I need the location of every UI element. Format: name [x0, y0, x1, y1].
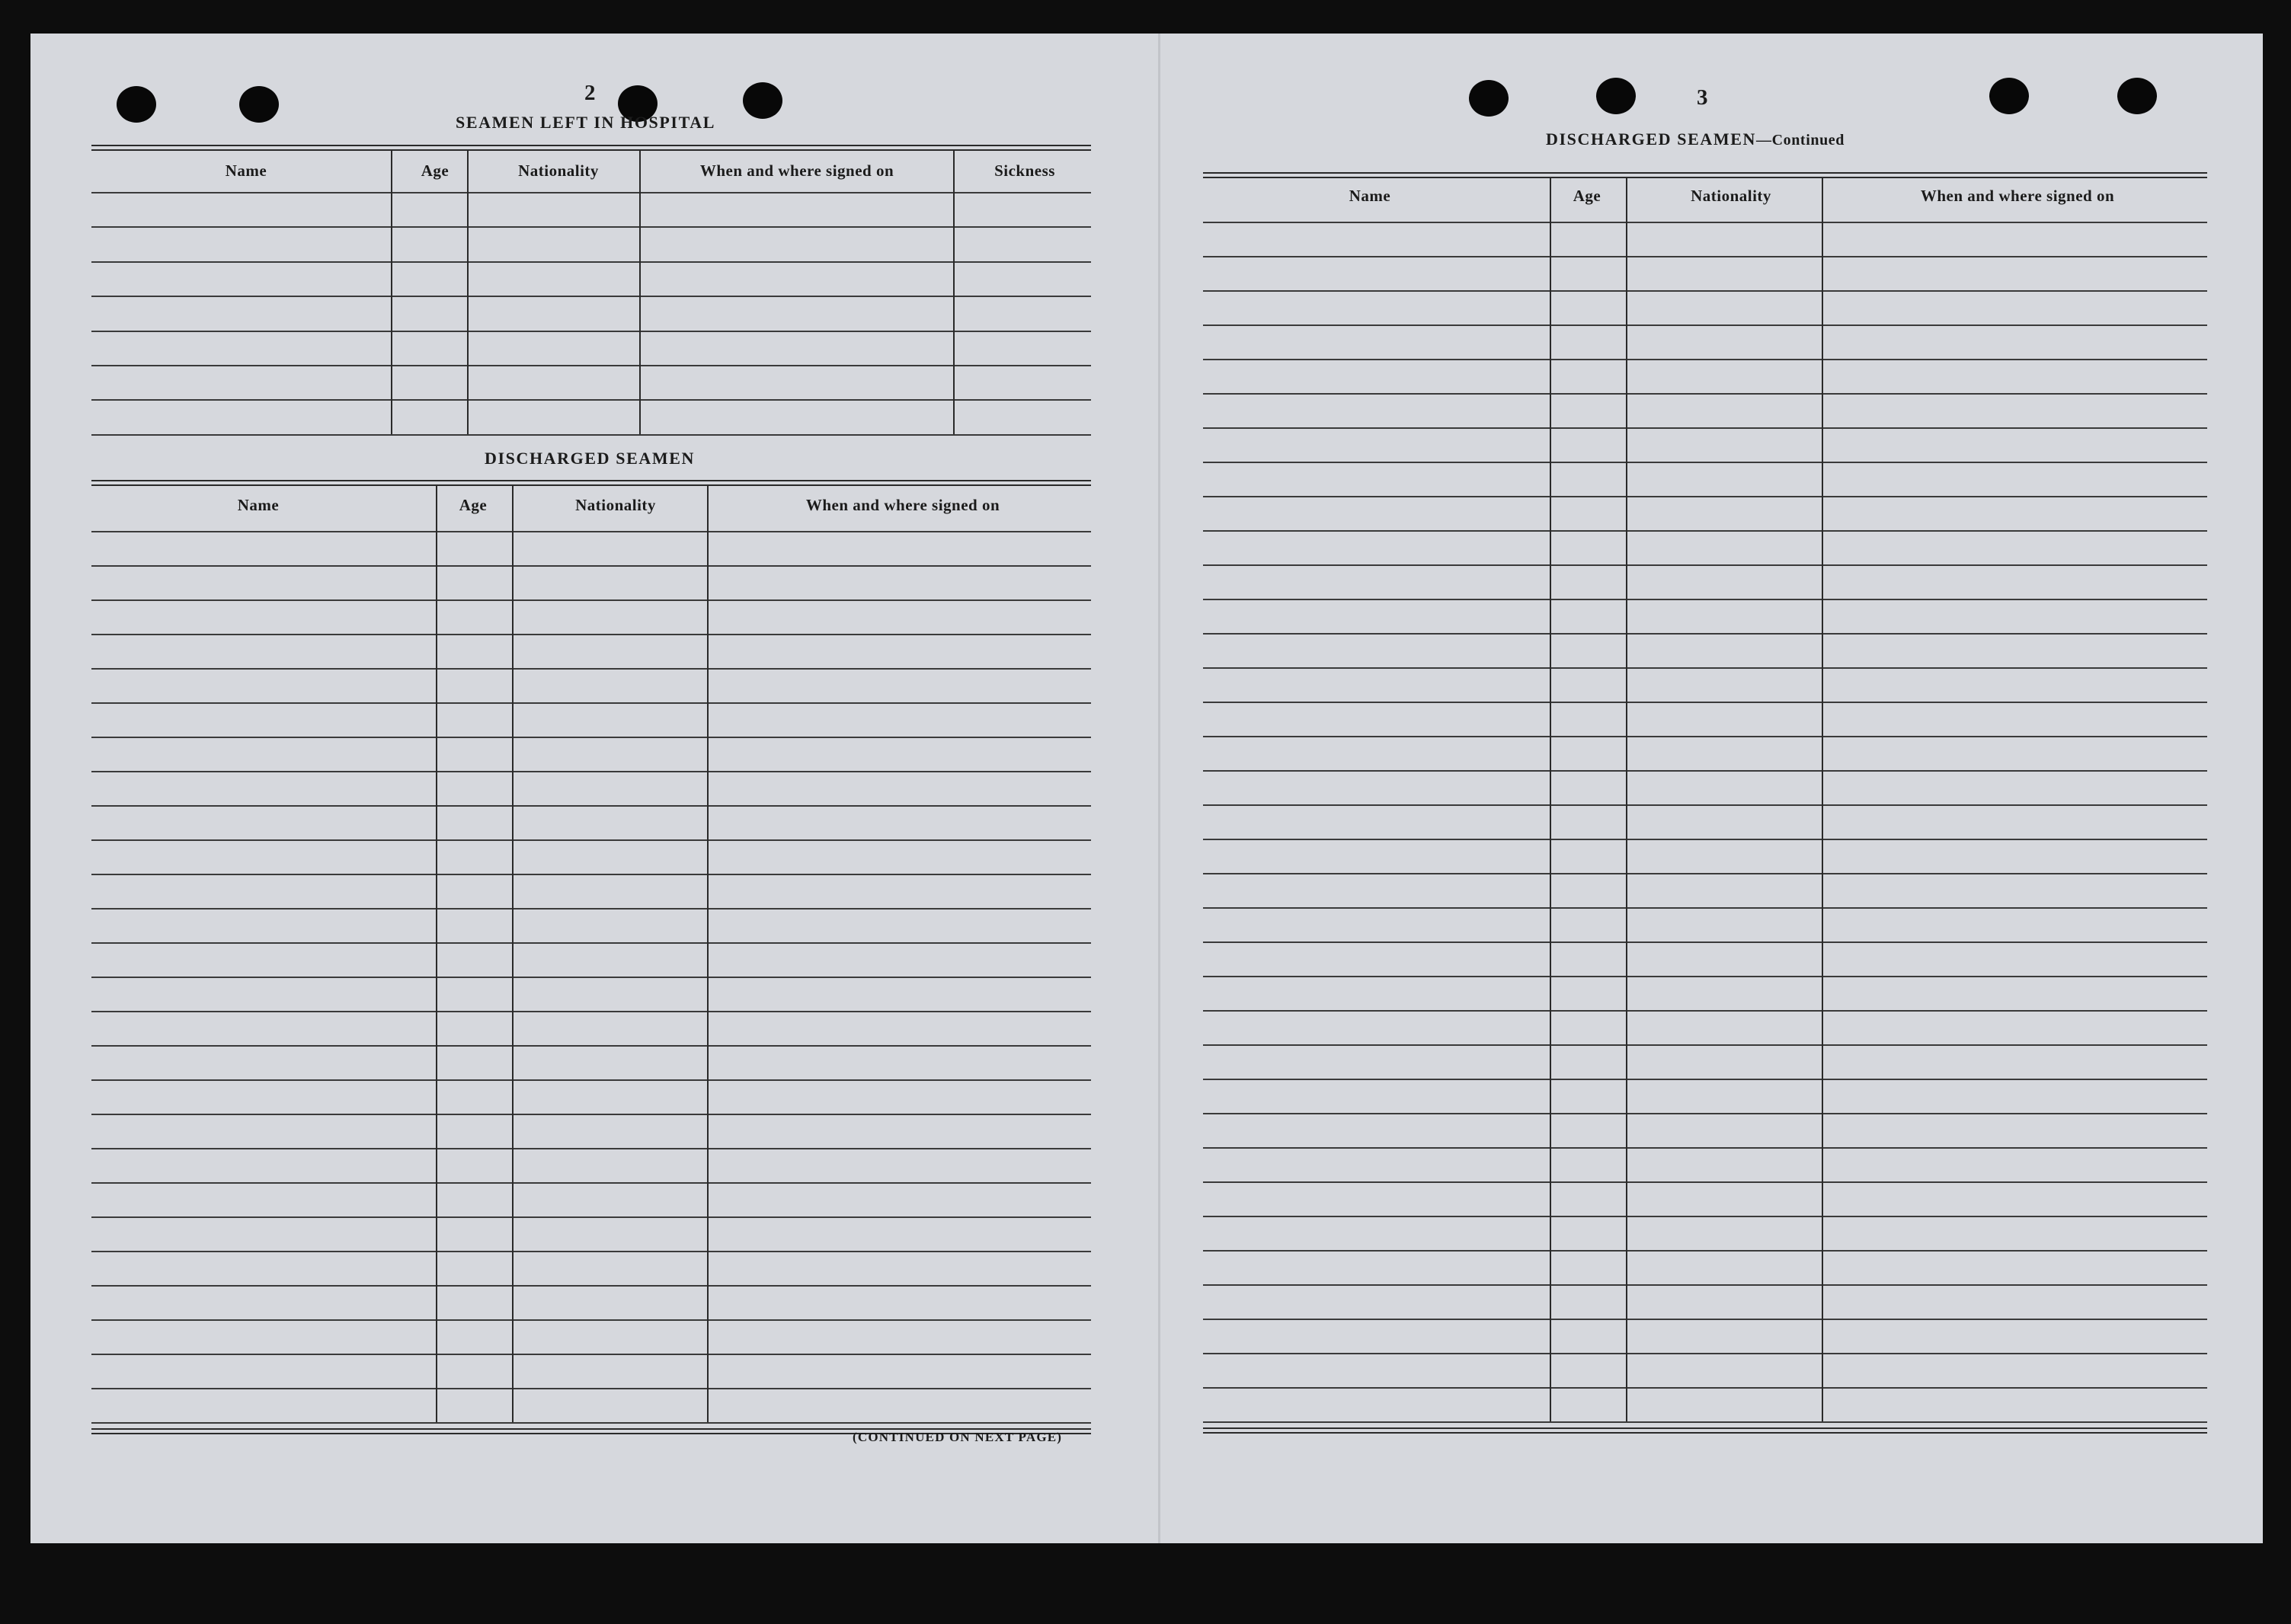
- row-line: [1203, 702, 2207, 703]
- row-line: [91, 737, 1091, 738]
- header-rule: [91, 531, 1091, 532]
- row-line: [91, 1216, 1091, 1218]
- column-divider: [707, 486, 709, 1422]
- row-line: [1203, 1044, 2207, 1046]
- column-header-when-and-where-signed-on: When and where signed on: [1920, 187, 2115, 205]
- table-top-rule: [1203, 172, 2207, 174]
- row-line: [91, 1148, 1091, 1149]
- row-line: [1203, 1147, 2207, 1149]
- punch-hole: [1596, 78, 1636, 114]
- row-line: [91, 1182, 1091, 1184]
- row-line: [1203, 359, 2207, 360]
- column-divider: [512, 486, 514, 1422]
- table-top-rule: [1203, 177, 2207, 178]
- row-line: [1203, 1353, 2207, 1354]
- punch-hole: [1469, 80, 1509, 117]
- row-line: [91, 1011, 1091, 1012]
- row-line: [1203, 1216, 2207, 1217]
- column-divider: [436, 486, 437, 1422]
- column-header-name: Name: [237, 496, 280, 514]
- row-line: [1203, 599, 2207, 600]
- row-line: [91, 1079, 1091, 1081]
- column-divider: [1822, 178, 1823, 1421]
- row-line: [1203, 256, 2207, 257]
- column-header-age: Age: [421, 161, 450, 180]
- row-line: [91, 599, 1091, 601]
- row-line: [1203, 907, 2207, 909]
- row-line: [91, 668, 1091, 670]
- continued-suffix: —Continued: [1755, 132, 1845, 149]
- row-line: [91, 331, 1091, 332]
- column-header-nationality: Nationality: [575, 496, 656, 514]
- row-line: [91, 1285, 1091, 1287]
- table-top-rule: [91, 149, 1091, 151]
- row-line: [1203, 667, 2207, 669]
- row-line: [91, 874, 1091, 875]
- row-line: [91, 1422, 1091, 1424]
- row-line: [91, 1319, 1091, 1321]
- row-line: [1203, 530, 2207, 532]
- row-line: [91, 977, 1091, 978]
- table-top-rule: [91, 145, 1091, 146]
- row-line: [1203, 496, 2207, 497]
- column-header-name: Name: [1349, 187, 1391, 205]
- column-divider: [1550, 178, 1551, 1421]
- row-line: [91, 634, 1091, 635]
- punch-hole: [743, 82, 782, 119]
- row-line: [1203, 1387, 2207, 1389]
- row-line: [91, 296, 1091, 297]
- row-line: [1203, 1010, 2207, 1012]
- row-line: [1203, 976, 2207, 977]
- row-line: [1203, 1284, 2207, 1286]
- row-line: [1203, 633, 2207, 635]
- row-line: [1203, 1181, 2207, 1183]
- row-line: [1203, 427, 2207, 429]
- page-fold: [1158, 34, 1160, 1543]
- row-line: [91, 839, 1091, 841]
- row-line: [91, 261, 1091, 263]
- form-sheet: [30, 34, 2263, 1543]
- row-line: [1203, 393, 2207, 395]
- column-divider: [1626, 178, 1627, 1421]
- row-line: [1203, 462, 2207, 463]
- header-rule: [91, 192, 1091, 193]
- row-line: [1203, 736, 2207, 737]
- row-line: [91, 434, 1091, 436]
- column-divider: [953, 151, 955, 434]
- table-top-rule: [91, 480, 1091, 481]
- row-line: [1203, 564, 2207, 566]
- row-line: [91, 1251, 1091, 1252]
- row-line: [1203, 873, 2207, 874]
- row-line: [91, 942, 1091, 944]
- row-line: [91, 1354, 1091, 1355]
- row-line: [1203, 324, 2207, 326]
- row-line: [1203, 1421, 2207, 1423]
- column-divider: [391, 151, 392, 434]
- hospital-section-title: SEAMEN LEFT IN HOSPITAL: [456, 113, 715, 132]
- row-line: [1203, 839, 2207, 840]
- row-line: [91, 226, 1091, 228]
- punch-hole: [117, 86, 156, 123]
- row-line: [91, 399, 1091, 401]
- row-line: [1203, 1113, 2207, 1114]
- row-line: [91, 771, 1091, 772]
- column-header-age: Age: [1573, 187, 1601, 205]
- column-header-when-and-where-signed-on: When and where signed on: [699, 161, 894, 180]
- header-rule: [1203, 222, 2207, 223]
- row-line: [1203, 1319, 2207, 1320]
- row-line: [91, 702, 1091, 704]
- punch-hole: [2117, 78, 2157, 114]
- row-line: [1203, 804, 2207, 806]
- page-number-left: 2: [584, 81, 596, 105]
- column-header-nationality: Nationality: [1691, 187, 1771, 205]
- continued-section-title: [1546, 129, 1845, 149]
- row-line: [1203, 770, 2207, 772]
- column-header-nationality: Nationality: [518, 161, 599, 180]
- page-number-right: 3: [1697, 85, 1708, 110]
- row-line: [1203, 941, 2207, 943]
- row-line: [91, 1388, 1091, 1389]
- row-line: [91, 1114, 1091, 1115]
- row-line: [91, 908, 1091, 910]
- punch-hole: [1989, 78, 2029, 114]
- row-line: [1203, 1250, 2207, 1252]
- discharged-section-title: DISCHARGED SEAMEN: [485, 449, 695, 468]
- row-line: [1203, 1079, 2207, 1080]
- punch-hole: [239, 86, 279, 123]
- continued-section-title-main: DISCHARGED SEAMEN: [1546, 129, 1756, 149]
- row-line: [91, 365, 1091, 366]
- column-divider: [467, 151, 469, 434]
- row-line: [91, 805, 1091, 807]
- row-line: [91, 565, 1091, 567]
- table-bottom-rule: [1203, 1432, 2207, 1434]
- table-bottom-rule: [1203, 1427, 2207, 1429]
- row-line: [1203, 290, 2207, 292]
- column-header-name: Name: [225, 161, 267, 180]
- row-line: [91, 1045, 1091, 1047]
- column-header-sickness: Sickness: [994, 161, 1055, 180]
- column-header-age: Age: [459, 496, 488, 514]
- continued-note: (CONTINUED ON NEXT PAGE): [853, 1430, 1063, 1444]
- table-top-rule: [91, 484, 1091, 486]
- column-header-when-and-where-signed-on: When and where signed on: [805, 496, 1000, 514]
- column-divider: [639, 151, 641, 434]
